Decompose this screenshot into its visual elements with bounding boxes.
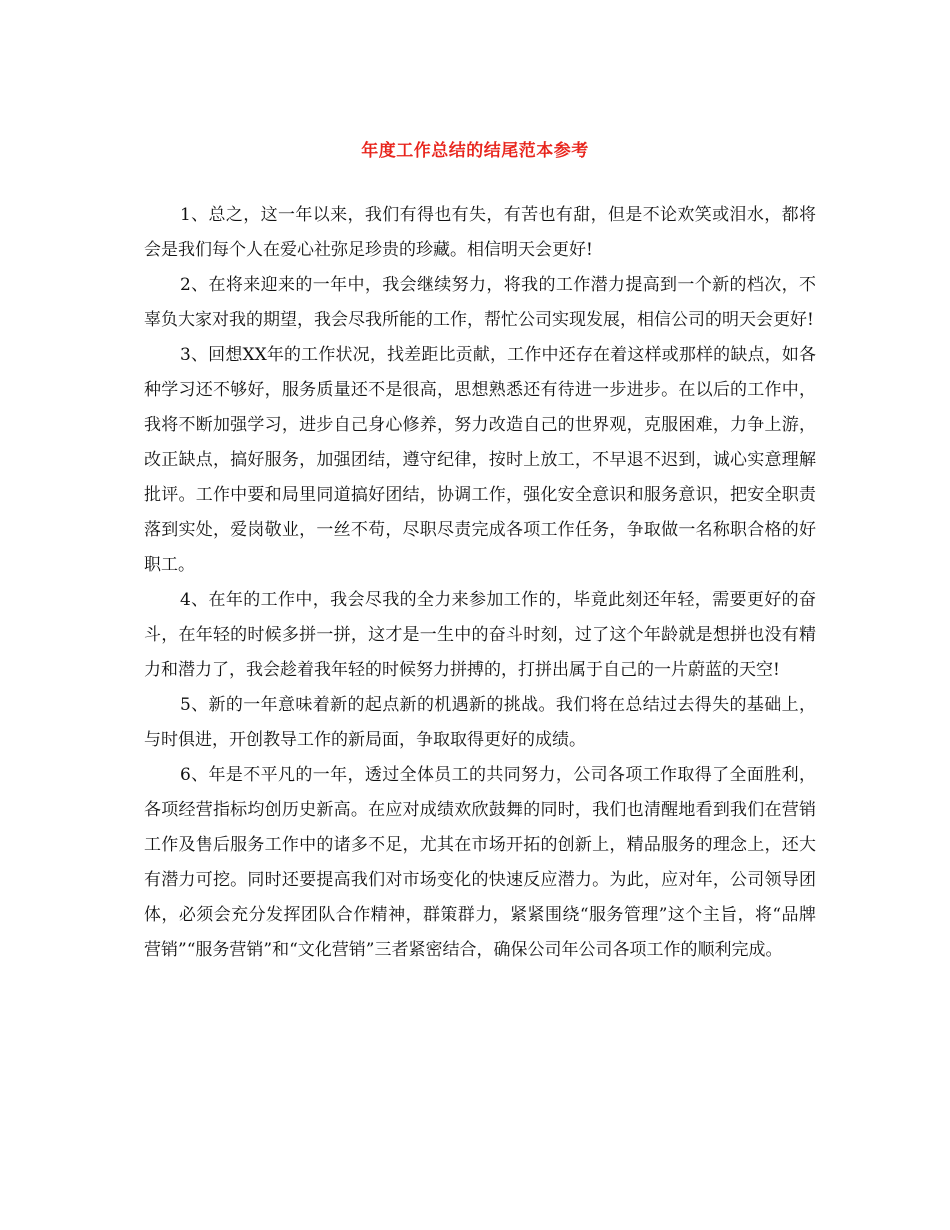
paragraph-5: 5、新的一年意味着新的起点新的机遇新的挑战。我们将在总结过去得失的基础上，与时俱进，开创教导工作的新局面，争取取得更好的成绩。 xyxy=(144,695,816,750)
document-body xyxy=(144,198,816,968)
paragraph-1: 1、总之，这一年以来，我们有得也有失，有苦也有甜，但是不论欢笑或泪水，都将会是我们每个人在爱心社弥足珍贵的珍藏。相信明天会更好! xyxy=(144,205,816,260)
paragraph-2: 2、在将来迎来的一年中，我会继续努力，将我的工作潜力提高到一个新的档次，不辜负大家对我的期望，我会尽我所能的工作，帮忙公司实现发展，相信公司的明天会更好! xyxy=(144,275,816,330)
paragraph-6: 6、年是不平凡的一年，透过全体员工的共同努力，公司各项工作取得了全面胜利，各项经营指标均创历史新高。在应对成绩欢欣鼓舞的同时，我们也清醒地看到我们在营销工作及售后服务工作中的诸多不足，尤其在市场开拓的创新上，精品服务的理念上，还大有潜力可挖。同时还要提高我们对市场变化的快速反应潜力。为此，应对年，公司领导团体，必须会充分发挥团队合作精神，群策群力，紧紧围绕“服务管理”这个主旨，将“品牌营销”“服务营销”和“文化营销”三者紧密结合，确保公司年公司各项工作的顺利完成。 xyxy=(144,765,816,960)
paragraph-4: 4、在年的工作中，我会尽我的全力来参加工作的，毕竟此刻还年轻，需要更好的奋斗，在年轻的时候多拼一拼，这才是一生中的奋斗时刻，过了这个年龄就是想拼也没有精力和潜力了，我会趁着我年轻的时候努力拼搏的，打拼出属于自己的一片蔚蓝的天空! xyxy=(144,590,816,680)
document-title: 年度工作总结的结尾范本参考 xyxy=(361,141,589,161)
paragraph-3: 3、回想XX年的工作状况，找差距比贡献，工作中还存在着这样或那样的缺点，如各种学习还不够好，服务质量还不是很高，思想熟悉还有待进一步进步。在以后的工作中，我将不断加强学习，进步自己身心修养，努力改造自己的世界观，克服困难，力争上游，改正缺点，搞好服务，加强团结，遵守纪律，按时上放工，不早退不迟到，诚心实意理解批评。工作中要和局里同道搞好团结，协调工作，强化安全意识和服务意识，把安全职责落到实处，爱岗敬业，一丝不苟，尽职尽责完成各项工作任务，争取做一名称职合格的好职工。 xyxy=(144,345,816,575)
